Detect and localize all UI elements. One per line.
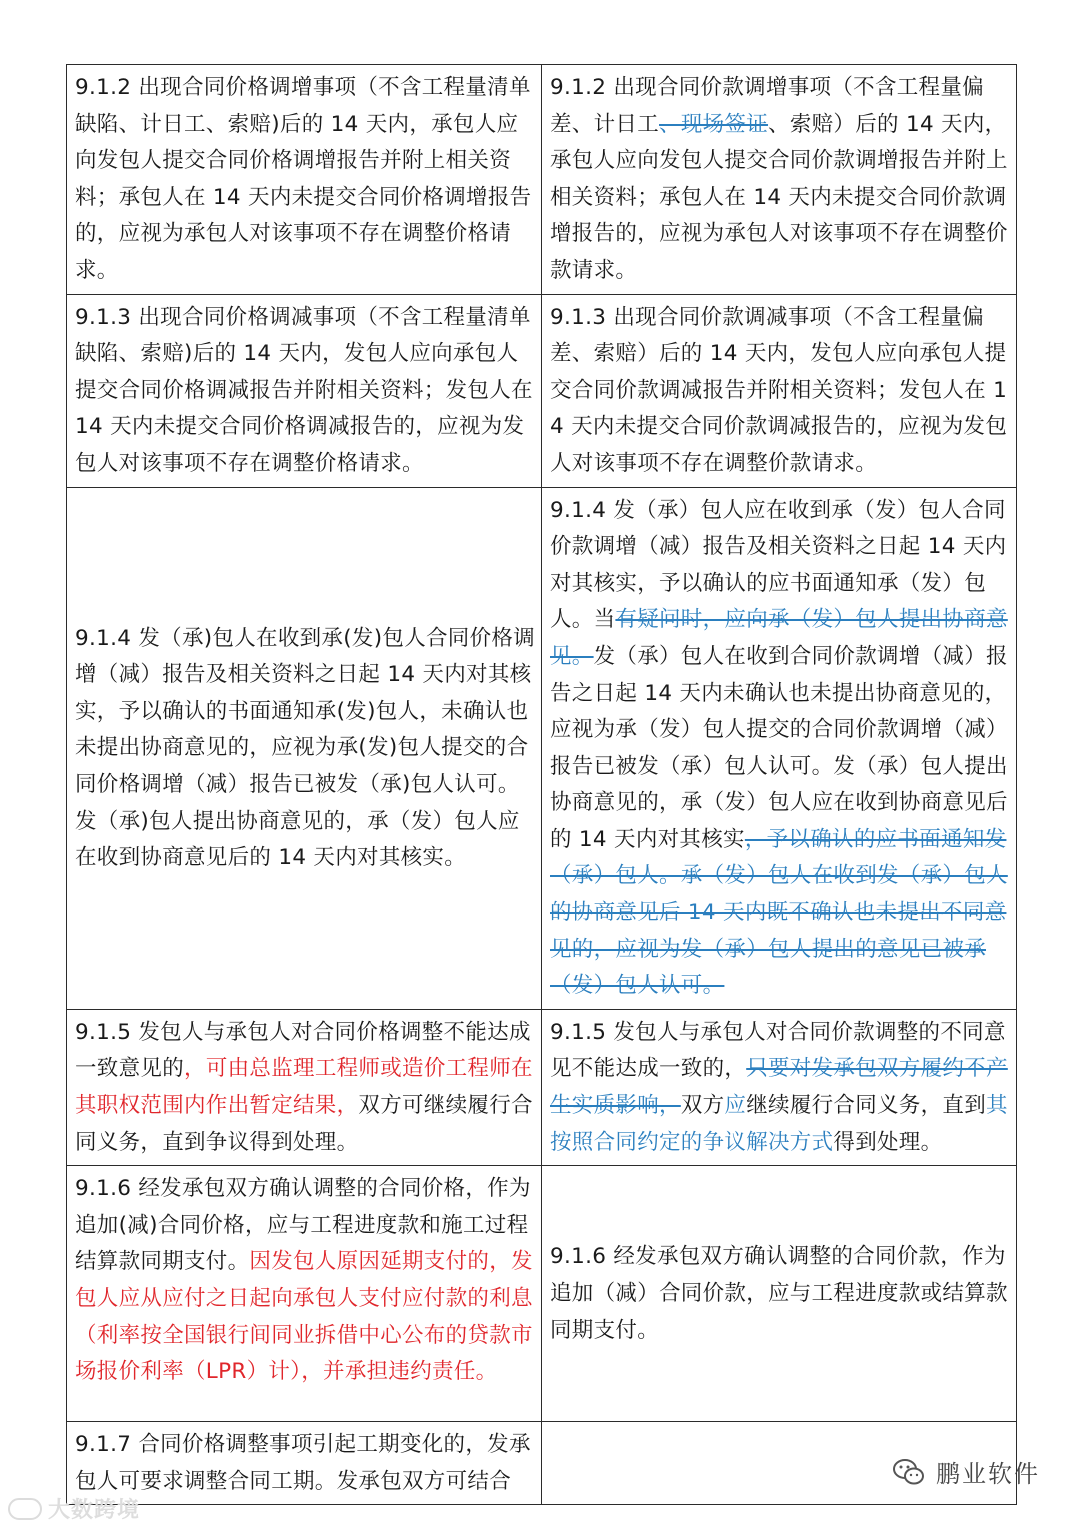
text-segment: 发（承）包人在收到合同价款调增（减）报告之日起 14 天内未确认也未提出协商意见的，应视为承（发）包人提交的合同价款调增（减）报告已被发（承）包人认可。发（承）包人提出协商意见的，承（发）包人应在收到协商意见后的 14 天内对其核实 — [550, 643, 1008, 852]
text-segment: 双方 — [680, 1093, 725, 1119]
clause-9-1-2-new — [542, 65, 1017, 295]
text-segment: 9.1.4 发（承）包人应在收到承（发）包人合同价款调增（减）报告及相关资料之日起 14 天内对其核实，予以确认的应书面通知承（发）包人。当 — [550, 497, 1007, 633]
clause-9-1-3-new — [542, 294, 1017, 487]
text-segment: 9.1.7 合同价格调整事项引起工期变化的，发承包人可要求调整合同工期。发承包双方可结合 — [75, 1432, 531, 1494]
table-row — [67, 1166, 1017, 1422]
clause-9-1-6-new — [542, 1166, 1017, 1422]
wechat-icon — [892, 1457, 926, 1487]
clause-9-1-4-new — [542, 487, 1017, 1009]
clause-9-1-6-old — [67, 1166, 542, 1422]
comparison-table — [66, 64, 1017, 1505]
text-segment: 9.1.4 发（承)包人在收到承(发)包人合同价格调增（减）报告及相关资料之日起 14 天内对其核实，予以确认的书面通知承(发)包人，未确认也未提出协商意见的，应视为承(发)包人提交的合同价格调增（减）报告已被发（承)包人认可。发（承)包人提出协商意见的，承（发）包人应在收到协商意见后的 14 天内对其核实。 — [75, 625, 536, 871]
clause-9-1-5-old — [67, 1009, 542, 1165]
clause-9-1-3-old — [67, 294, 542, 487]
text-segment: 9.1.3 出现合同价格调减事项（不含工程量清单缺陷、索赔)后的 14 天内，发包人应向承包人提交合同价格调减报告并附相关资料；发包人在 14 天内未提交合同价格调减报告的，应视为发包人对该事项不存在调整价格请求。 — [75, 304, 533, 476]
table-row — [67, 65, 1017, 295]
clause-9-1-2-old — [67, 65, 542, 295]
watermark — [8, 1493, 140, 1524]
text-segment: 、索赔）后的 14 天内，承包人应向发包人提交合同价款调增报告并附上相关资料；承包人在 14 天内未提交合同价款调增报告的，应视为承包人对该事项不存在调整价款请求。 — [550, 111, 1008, 283]
text-segment: 9.1.2 出现合同价款调增事项（不含工程量偏差、计日工 — [550, 75, 984, 137]
clause-9-1-5-new — [542, 1009, 1017, 1165]
brand-badge — [892, 1454, 1040, 1489]
text-segment: 其按照合同约定的争议解决方式 — [550, 1093, 1008, 1155]
text-segment: 9.1.6 经发承包双方确认调整的合同价格，作为追加(减)合同价格，应与工程进度款和施工过程结算款同期支付。 — [75, 1176, 531, 1275]
clause-9-1-4-old — [67, 487, 542, 1009]
text-segment: 9.1.6 经发承包双方确认调整的合同价款，作为追加（减）合同价款，应与工程进度款或结算款同期支付。 — [550, 1244, 1008, 1343]
text-segment: 9.1.5 发包人与承包人对合同价款调整的不同意见不能达成一致的， — [550, 1019, 1006, 1082]
text-segment: 9.1.3 出现合同价款调减事项（不含工程量偏差、索赔）后的 14 天内，发包人应向承包人提交合同价款调减报告并附相关资料；发包人在 14 天内未提交合同价款调减报告的，应视为发包人对该事项不存在调整价款请求。 — [550, 304, 1008, 476]
text-segment: 9.1.5 发包人与承包人对合同价格调整不能达成一致意见的 — [75, 1019, 531, 1082]
text-segment: 得到处理。 — [833, 1129, 943, 1155]
watermark-logo-icon — [8, 1498, 42, 1520]
text-segment: 因发包人原因延期支付的，发包人应从应付之日起向承包人支付应付款的利息（利率按全国银行间同业拆借中心公布的贷款市场报价利率（LPR）计），并承担违约责任。 — [75, 1249, 533, 1385]
text-segment: ，可由总监理工程师或造价工程师在其职权范围内作出暂定结果， — [75, 1056, 533, 1119]
brand-name: 鹏业软件 — [936, 1460, 1040, 1488]
text-segment: 双方可继续履行合同义务，直到争议得到处理。 — [75, 1093, 533, 1155]
text-segment: 继续履行合同义务，直到 — [746, 1093, 987, 1119]
text-segment: ，予以确认的应书面通知发（承）包人。承（发）包人在收到发（承）包人的协商意见后 14 天内既不确认也未提出不同意见的，应视为发（承）包人提出的意见已被承（发）包人认可。 — [550, 826, 1008, 999]
text-segment: 9.1.2 出现合同价格调增事项（不含工程量清单缺陷、计日工、索赔)后的 14 天内，承包人应向发包人提交合同价格调增报告并附上相关资料；承包人在 14 天内未提交合同价格调增报告的，应视为承包人对该事项不存在调整价格请求。 — [75, 75, 532, 283]
watermark-text: 大数跨境 — [48, 1498, 141, 1523]
table-row — [67, 487, 1017, 1009]
text-segment: 应 — [724, 1093, 747, 1119]
text-segment: 、现场签证 — [659, 111, 769, 137]
table-row — [67, 1009, 1017, 1165]
text-segment: 有疑问时，应向承（发）包人提出协商意见。 — [550, 607, 1008, 669]
text-segment: 只要对发承包双方履约不产生实质影响， — [550, 1056, 1008, 1119]
table-row — [67, 294, 1017, 487]
table-row — [67, 1422, 1017, 1505]
